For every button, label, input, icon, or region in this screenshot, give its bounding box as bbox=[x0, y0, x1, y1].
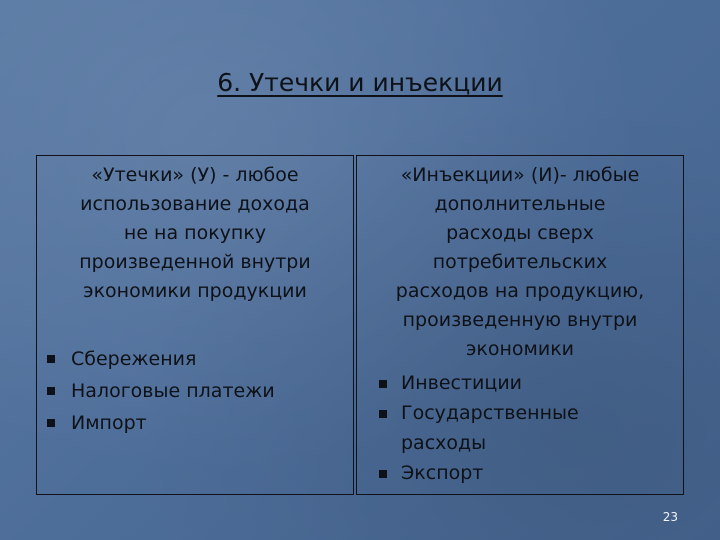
injections-list bbox=[357, 368, 579, 488]
definition-line: дополнительные bbox=[434, 193, 606, 215]
injections-definition bbox=[357, 161, 683, 364]
list-item bbox=[357, 458, 579, 488]
list-item-line: расходы bbox=[401, 432, 487, 454]
definition-line: произведенную внутри bbox=[402, 309, 638, 331]
square-bullet-icon bbox=[379, 410, 387, 418]
list-item-label bbox=[401, 458, 579, 488]
square-bullet-icon bbox=[379, 380, 387, 388]
square-bullet-icon bbox=[47, 419, 55, 427]
leakages-list bbox=[37, 343, 275, 439]
definition-line: не на покупку bbox=[123, 222, 267, 244]
definition-line: расходы сверх bbox=[446, 222, 594, 244]
definition-line: экономики bbox=[465, 338, 575, 360]
definition-line: расходов на продукцию, bbox=[395, 280, 645, 302]
list-item bbox=[37, 407, 275, 439]
square-bullet-icon bbox=[47, 387, 55, 395]
list-item-label: Импорт bbox=[71, 412, 147, 434]
list-item-line: Государственные bbox=[401, 402, 579, 424]
definition-line: использование дохода bbox=[80, 193, 310, 215]
leakages-definition bbox=[37, 161, 353, 306]
page-number: 23 bbox=[662, 510, 678, 524]
definition-line: «Инъекции» (И)- любые bbox=[400, 164, 640, 186]
slide-title: 6. Утечки и инъекции bbox=[217, 68, 503, 97]
square-bullet-icon bbox=[47, 355, 55, 363]
list-item bbox=[37, 375, 275, 407]
list-item-line: Экспорт bbox=[401, 462, 484, 484]
list-item-label: Налоговые платежи bbox=[71, 380, 275, 402]
definition-line: экономики продукции bbox=[83, 280, 307, 302]
definition-line: «Утечки» (У) - любое bbox=[91, 164, 299, 186]
leakages-panel bbox=[36, 155, 354, 495]
definition-line: потребительских bbox=[432, 251, 608, 273]
list-item bbox=[357, 398, 579, 458]
list-item-label bbox=[401, 368, 579, 398]
definition-line: произведенной внутри bbox=[79, 251, 311, 273]
list-item bbox=[357, 368, 579, 398]
list-item-label: Сбережения bbox=[71, 348, 197, 370]
injections-panel bbox=[356, 155, 684, 495]
list-item-label bbox=[401, 398, 579, 458]
list-item bbox=[37, 343, 275, 375]
square-bullet-icon bbox=[379, 470, 387, 478]
list-item-line: Инвестиции bbox=[401, 372, 523, 394]
